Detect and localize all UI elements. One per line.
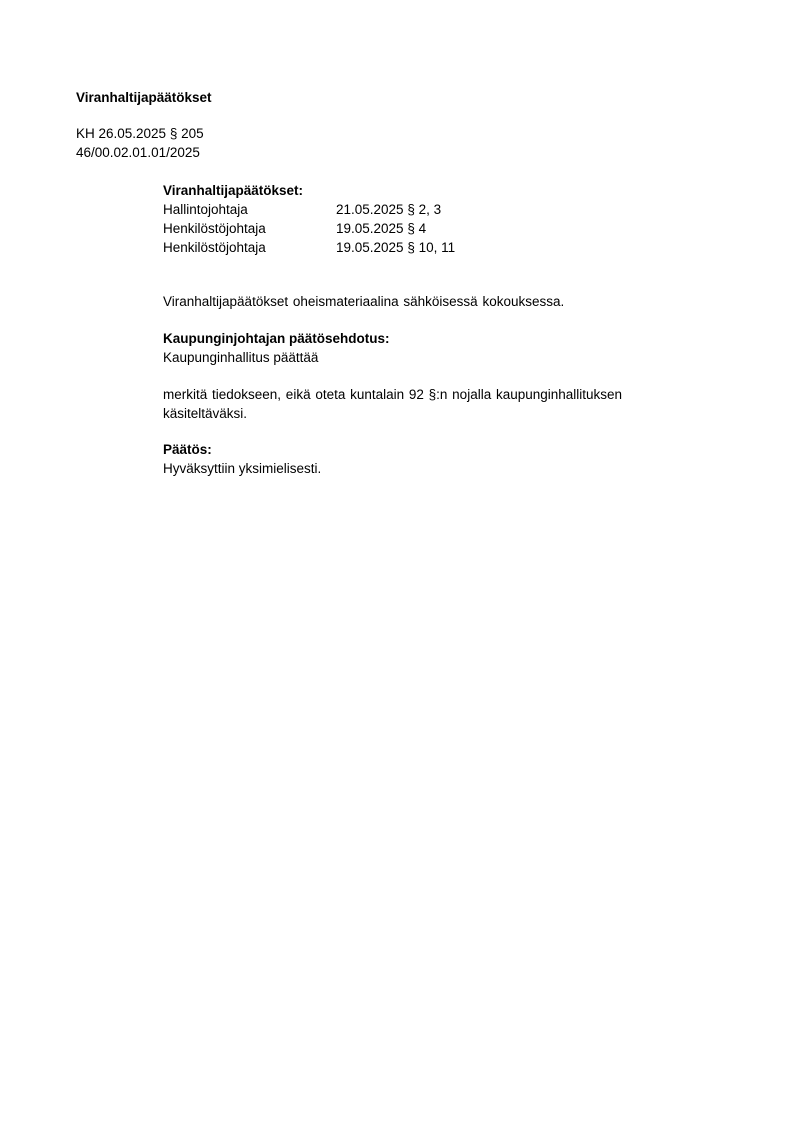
decision-row xyxy=(163,200,683,219)
meeting-reference: KH 26.05.2025 § 205 xyxy=(76,126,204,141)
decision-text: merkitä tiedokseen, eikä oteta kuntalain 92 §:n nojalla kaupunginhallituksen käsiteltäväksi. xyxy=(163,387,623,421)
final-decision-heading: Päätös: xyxy=(163,442,212,457)
decision-reference: 19.05.2025 § 4 xyxy=(336,221,427,236)
decision-reference: 21.05.2025 § 2, 3 xyxy=(336,202,442,217)
decision-row xyxy=(163,238,683,257)
page-title: Viranhaltijapäätökset xyxy=(76,90,212,105)
proposal-text: Kaupunginhallitus päättää xyxy=(163,350,319,365)
decision-role: Henkilöstöjohtaja xyxy=(163,221,266,236)
proposal-section xyxy=(163,329,683,367)
final-decision-text: Hyväksyttiin yksimielisesti. xyxy=(163,461,322,476)
decision-role: Hallintojohtaja xyxy=(163,202,248,217)
decisions-section xyxy=(163,181,683,257)
decision-role: Henkilöstöjohtaja xyxy=(163,240,266,255)
decision-reference: 19.05.2025 § 10, 11 xyxy=(336,240,456,255)
final-decision-section xyxy=(163,440,683,478)
proposal-heading: Kaupunginjohtajan päätösehdotus: xyxy=(163,331,390,346)
decision-row xyxy=(163,219,683,238)
material-note: Viranhaltijapäätökset oheismateriaalina sähköisessä kokouksessa. xyxy=(163,294,565,309)
reference-block xyxy=(76,124,204,162)
decisions-heading: Viranhaltijapäätökset: xyxy=(163,183,304,198)
record-id: 46/00.02.01.01/2025 xyxy=(76,145,200,160)
